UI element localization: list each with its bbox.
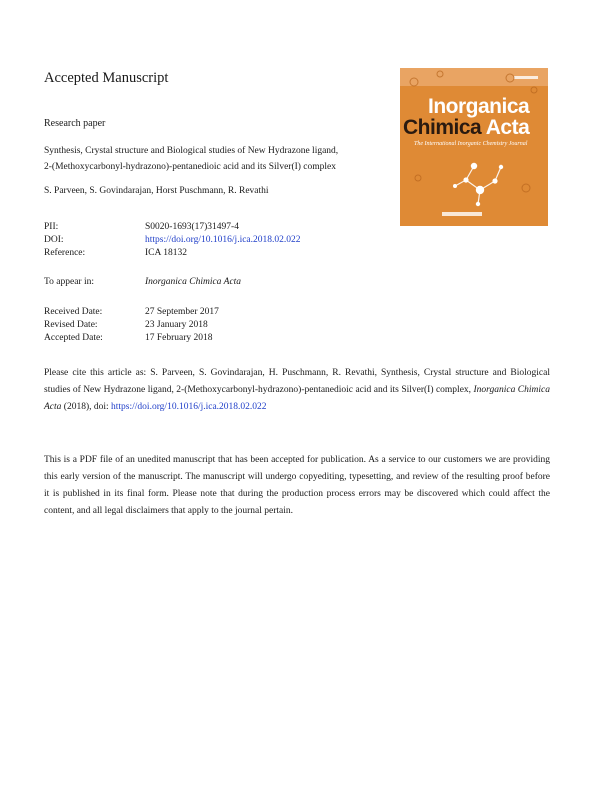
doi-link[interactable]: https://doi.org/10.1016/j.ica.2018.02.022 — [145, 235, 301, 245]
dates-table — [44, 307, 219, 346]
citation-paragraph — [44, 365, 550, 416]
cover-title-word-chimica: Chimica — [403, 116, 482, 139]
journal-table — [44, 277, 241, 290]
doi-label: DOI: — [44, 235, 64, 245]
accepted-label: Accepted Date: — [44, 333, 103, 343]
citation-journal: Inorganica Chimica Acta — [44, 385, 551, 412]
cover-molecule-graphic — [400, 68, 548, 226]
reference-label: Reference: — [44, 248, 86, 258]
accepted-row — [44, 333, 219, 346]
revised-label: Revised Date: — [44, 320, 98, 330]
revised-row — [44, 320, 219, 333]
reference-row — [44, 248, 301, 261]
cover-title-line-1: Inorganica — [428, 95, 530, 118]
page-heading: Accepted Manuscript — [44, 70, 169, 86]
identifier-table — [44, 222, 301, 261]
pii-value: S0020-1693(17)31497-4 — [145, 222, 239, 232]
appear-label: To appear in: — [44, 277, 94, 287]
manuscript-notice: This is a PDF file of an unedited manuscript that has been accepted for publication. As a service to our customers we are providing this early version of the manuscript. The manuscript will undergo copyediting, typesetting, and review of the resulting proof before it is published in its final form. Please note that during the production process errors may be discovered which could affect the content, and all legal disclaimers that apply to the journal pertain. — [44, 455, 550, 516]
pii-label: PII: — [44, 222, 59, 232]
article-title — [44, 143, 399, 175]
appear-row — [44, 277, 241, 290]
citation-middle: (2018), doi: — [61, 402, 112, 412]
received-value: 27 September 2017 — [145, 307, 219, 317]
accepted-value: 17 February 2018 — [145, 333, 213, 343]
appear-value: Inorganica Chimica Acta — [145, 277, 242, 287]
pii-row — [44, 222, 301, 235]
citation-prefix: Please cite this article as: S. Parveen, S. Govindarajan, H. Puschmann, R. Revathi, Synthesis, Crystal structure and Biological studies of New Hydrazone ligand, 2-(Methoxycarbonyl-hydrazono)-pentanedioic acid and its Silver(I) complex, — [44, 368, 550, 395]
revised-value: 23 January 2018 — [145, 320, 208, 330]
received-label: Received Date: — [44, 307, 103, 317]
cover-title-line-2 — [403, 116, 529, 140]
article-authors: S. Parveen, S. Govindarajan, Horst Puschmann, R. Revathi — [44, 186, 269, 196]
article-type: Research paper — [44, 118, 106, 129]
cover-subtitle: The International Inorganic Chemistry Journal — [414, 141, 528, 147]
received-row — [44, 307, 219, 320]
article-title-line-2: 2-(Methoxycarbonyl-hydrazono)-pentanedioic acid and its Silver(I) complex — [44, 162, 337, 172]
doi-row — [44, 235, 301, 248]
cover-title-word-acta: Acta — [485, 116, 530, 139]
journal-cover — [400, 68, 548, 226]
citation-doi-link[interactable]: https://doi.org/10.1016/j.ica.2018.02.022 — [111, 402, 267, 412]
reference-value: ICA 18132 — [145, 248, 187, 258]
article-title-line-1: Synthesis, Crystal structure and Biological studies of New Hydrazone ligand, — [44, 146, 339, 156]
